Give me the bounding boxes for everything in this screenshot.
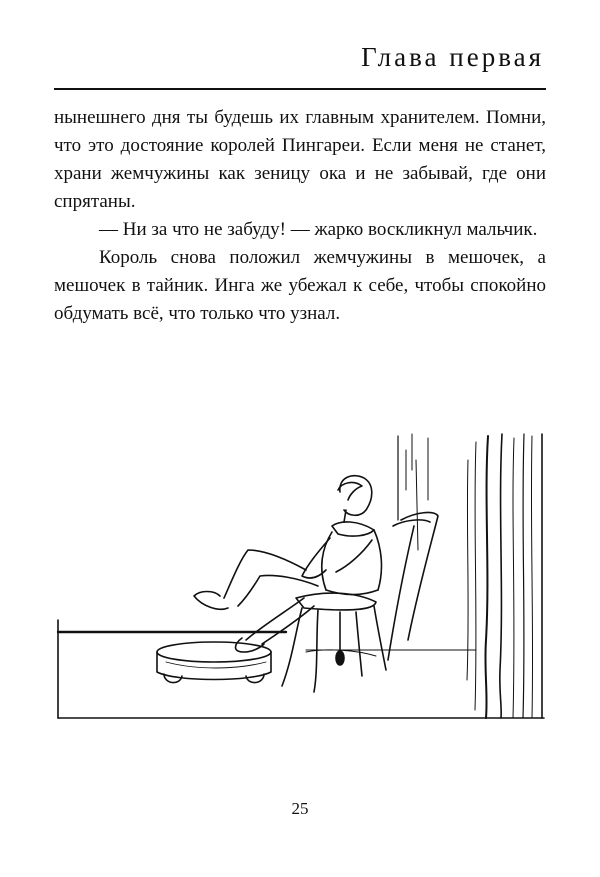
chapter-title: Глава первая — [361, 42, 544, 72]
header-rule — [54, 88, 546, 90]
chair — [282, 513, 438, 692]
paragraph-narration: Король снова положил жемчужины в мешочек, а мешочек в тайник. Инга же убежал к себе, чтобы спокойно обдумать всё, что только что узнал. — [54, 247, 546, 324]
paragraph-dialogue: — Ни за что не забуду! — жарко воскликнул мальчик. — [99, 219, 538, 240]
illustration-boy-on-chair — [56, 430, 548, 722]
boy — [194, 476, 381, 652]
paragraph-continuation: нынешнего дня ты будешь их главным хранителем. Помни, что это достояние королей Пингареи. Если меня не станет, храни жемчужины как зеницу ока и не забывай, где они спрятаны. — [54, 107, 546, 212]
curtain — [398, 434, 533, 718]
illustration-frame — [58, 434, 544, 718]
body-text — [54, 104, 546, 328]
footstool — [157, 642, 271, 683]
page-number: 25 — [291, 799, 309, 818]
